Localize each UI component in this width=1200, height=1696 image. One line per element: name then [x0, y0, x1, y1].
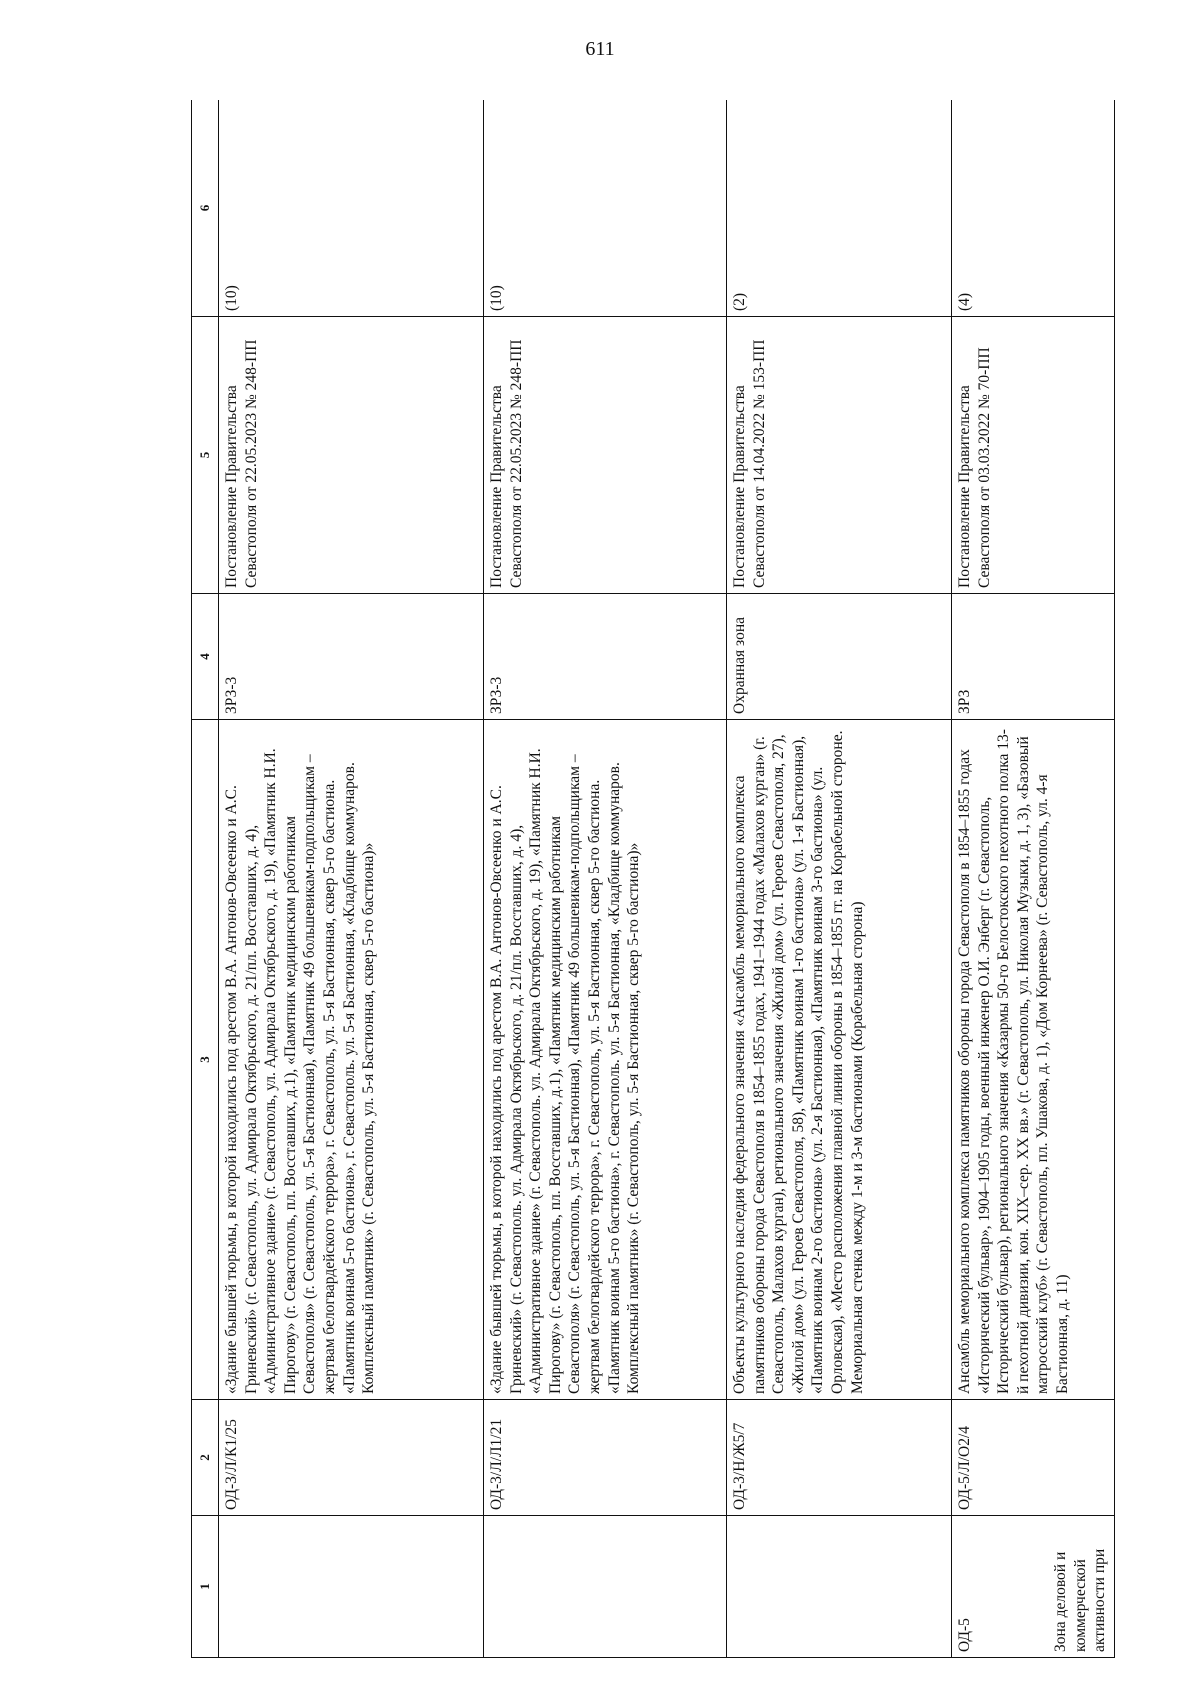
zone-cell — [952, 1516, 1115, 1658]
zone-type-cell: ЗРЗ — [952, 594, 1115, 720]
table-row — [952, 100, 1115, 1658]
zone-cell — [727, 1516, 952, 1658]
object-id-cell: ОД-3/Л/К1/25 — [219, 1400, 484, 1516]
header-col-3: 3 — [192, 720, 219, 1400]
reference-cell: (2) — [727, 100, 952, 317]
zone-type-cell: ЗРЗ-3 — [484, 594, 727, 720]
reference-cell: (10) — [484, 100, 727, 317]
page-number: 611 — [585, 38, 615, 60]
header-col-5: 5 — [192, 317, 219, 594]
heritage-objects-cell: Ансамбль мемориального комплекса памятников обороны города Севастополя в 1854–1855 годах «Исторический бульвар», 1904–1905 годы, военный инженер О.И. Энберг (г. Севастополь, Исторический бульвар), регионального значения «Казармы 50-го Белостокского пехотного полка 13-й пехотной дивизии, кон. XIX–сер. XX вв.» (г. Севастополь, ул. Николая Музыки, д. 1, 3), «Базовый матросский клуб» (г. Севастополь, пл. Ушакова, д. 1), «Дом Корнеева» (г. Севастополь, ул. 4-я Бастионная, д. 11) — [952, 720, 1115, 1400]
heritage-objects-cell: «Здание бывшей тюрьмы, в которой находились под арестом В.А. Антонов-Овсеенко и А.С. Гриневский» (г. Севастополь, ул. Адмирала Октябрьского, д. 21/пл. Восставших, д. 4), «Административное здание» (г. Севастополь, ул. Адмирала Октябрьского, д. 19), «Памятник Н.И. Пирогову» (г. Севастополь, пл. Восставших, д.1), «Памятник медицинским работникам Севастополя» (г. Севастополь, ул. 5-я Бастионная), «Памятник 49 большевикам-подпольщикам – жертвам белогвардейского террора», г. Севастополь, ул. 5-я Бастионная, сквер 5-го бастиона. «Памятник воинам 5-го бастиона», г. Севастополь. ул. 5-я Бастионная, «Кладбище коммунаров. Комплексный памятник» (г. Севастополь, ул. 5-я Бастионная, сквер 5-го бастиона)» — [219, 720, 484, 1400]
resolution-cell: Постановление Правительства Севастополя от 03.03.2022 № 70-ПП — [952, 317, 1115, 594]
resolution-cell: Постановление Правительства Севастополя от 22.05.2023 № 248-ПП — [219, 317, 484, 594]
heritage-objects-cell: Объекты культурного наследия федерального значения «Ансамбль мемориального комплекса памятников обороны города Севастополя в 1854–1855 годах, 1941–1944 годах «Малахов курган» (г. Севастополь, Малахов курган), регионального значения «Жилой дом» (ул. Героев Севастополя, 27), «Жилой дом» (ул. Героев Севастополя, 58), «Памятник воинам 1-го бастиона» (ул. 1-я Бастионная), «Памятник воинам 2-го бастиона» (ул. 2-я Бастионная), «Памятник воинам 3-го бастиона» (ул. Орловская), «Место расположения главной линии обороны в 1854–1855 гг. на Корабельной стороне. Мемориальная стенка между 1-м и 3-м бастионами (Корабельная сторона) — [727, 720, 952, 1400]
object-id-cell: ОД-3/Л/Л1/21 — [484, 1400, 727, 1516]
rotated-table-frame — [191, 100, 1115, 1658]
zone-type-cell: Охранная зона — [727, 594, 952, 720]
table-row — [727, 100, 952, 1658]
zone-cell — [484, 1516, 727, 1658]
table-row — [484, 100, 727, 1658]
object-id-cell: ОД-5/Л/О2/4 — [952, 1400, 1115, 1516]
header-col-1: 1 — [192, 1516, 219, 1658]
zone-name: Зона деловой и коммерческой активности при — [1052, 1548, 1109, 1652]
reference-cell: (4) — [952, 100, 1115, 317]
zone-code: ОД-5 — [956, 1618, 973, 1652]
header-col-6: 6 — [192, 100, 219, 317]
resolution-cell: Постановление Правительства Севастополя от 14.04.2022 № 153-ПП — [727, 317, 952, 594]
header-row — [192, 100, 219, 1658]
zones-table — [191, 100, 1115, 1658]
header-col-4: 4 — [192, 594, 219, 720]
object-id-cell: ОД-3/Н/Ж5/7 — [727, 1400, 952, 1516]
rotated-table — [191, 100, 1115, 1658]
table-row — [219, 100, 484, 1658]
heritage-objects-cell: «Здание бывшей тюрьмы, в которой находились под арестом В.А. Антонов-Овсеенко и А.С. Гриневский» (г. Севастополь. ул. Адмирала Октябрьского, д. 21/пл. Восставших, д. 4), «Административное здание» (г. Севастополь. ул. Адмирала Октябрьского, д. 19), «Памятник Н.И. Пирогову» (г. Севастополь, пл. Восставших, д.1), «Памятник медицинским работникам Севастополя» (г. Севастополь, ул. 5-я Бастионная), «Памятник 49 большевикам-подпольщикам – жертвам белогвардейского террора», г. Севастополь, ул. 5-я Бастионная, сквер 5-го бастиона. «Памятник воинам 5-го бастиона», г. Севастополь. ул. 5-я Бастионная, «Кладбище коммунаров. Комплексный памятник» (г. Севастополь, ул. 5-я Бастионная, сквер 5-го бастиона)» — [484, 720, 727, 1400]
reference-cell: (10) — [219, 100, 484, 317]
header-col-2: 2 — [192, 1400, 219, 1516]
resolution-cell: Постановление Правительства Севастополя от 22.05.2023 № 248-ПП — [484, 317, 727, 594]
zone-type-cell: ЗРЗ-3 — [219, 594, 484, 720]
zone-cell — [219, 1516, 484, 1658]
